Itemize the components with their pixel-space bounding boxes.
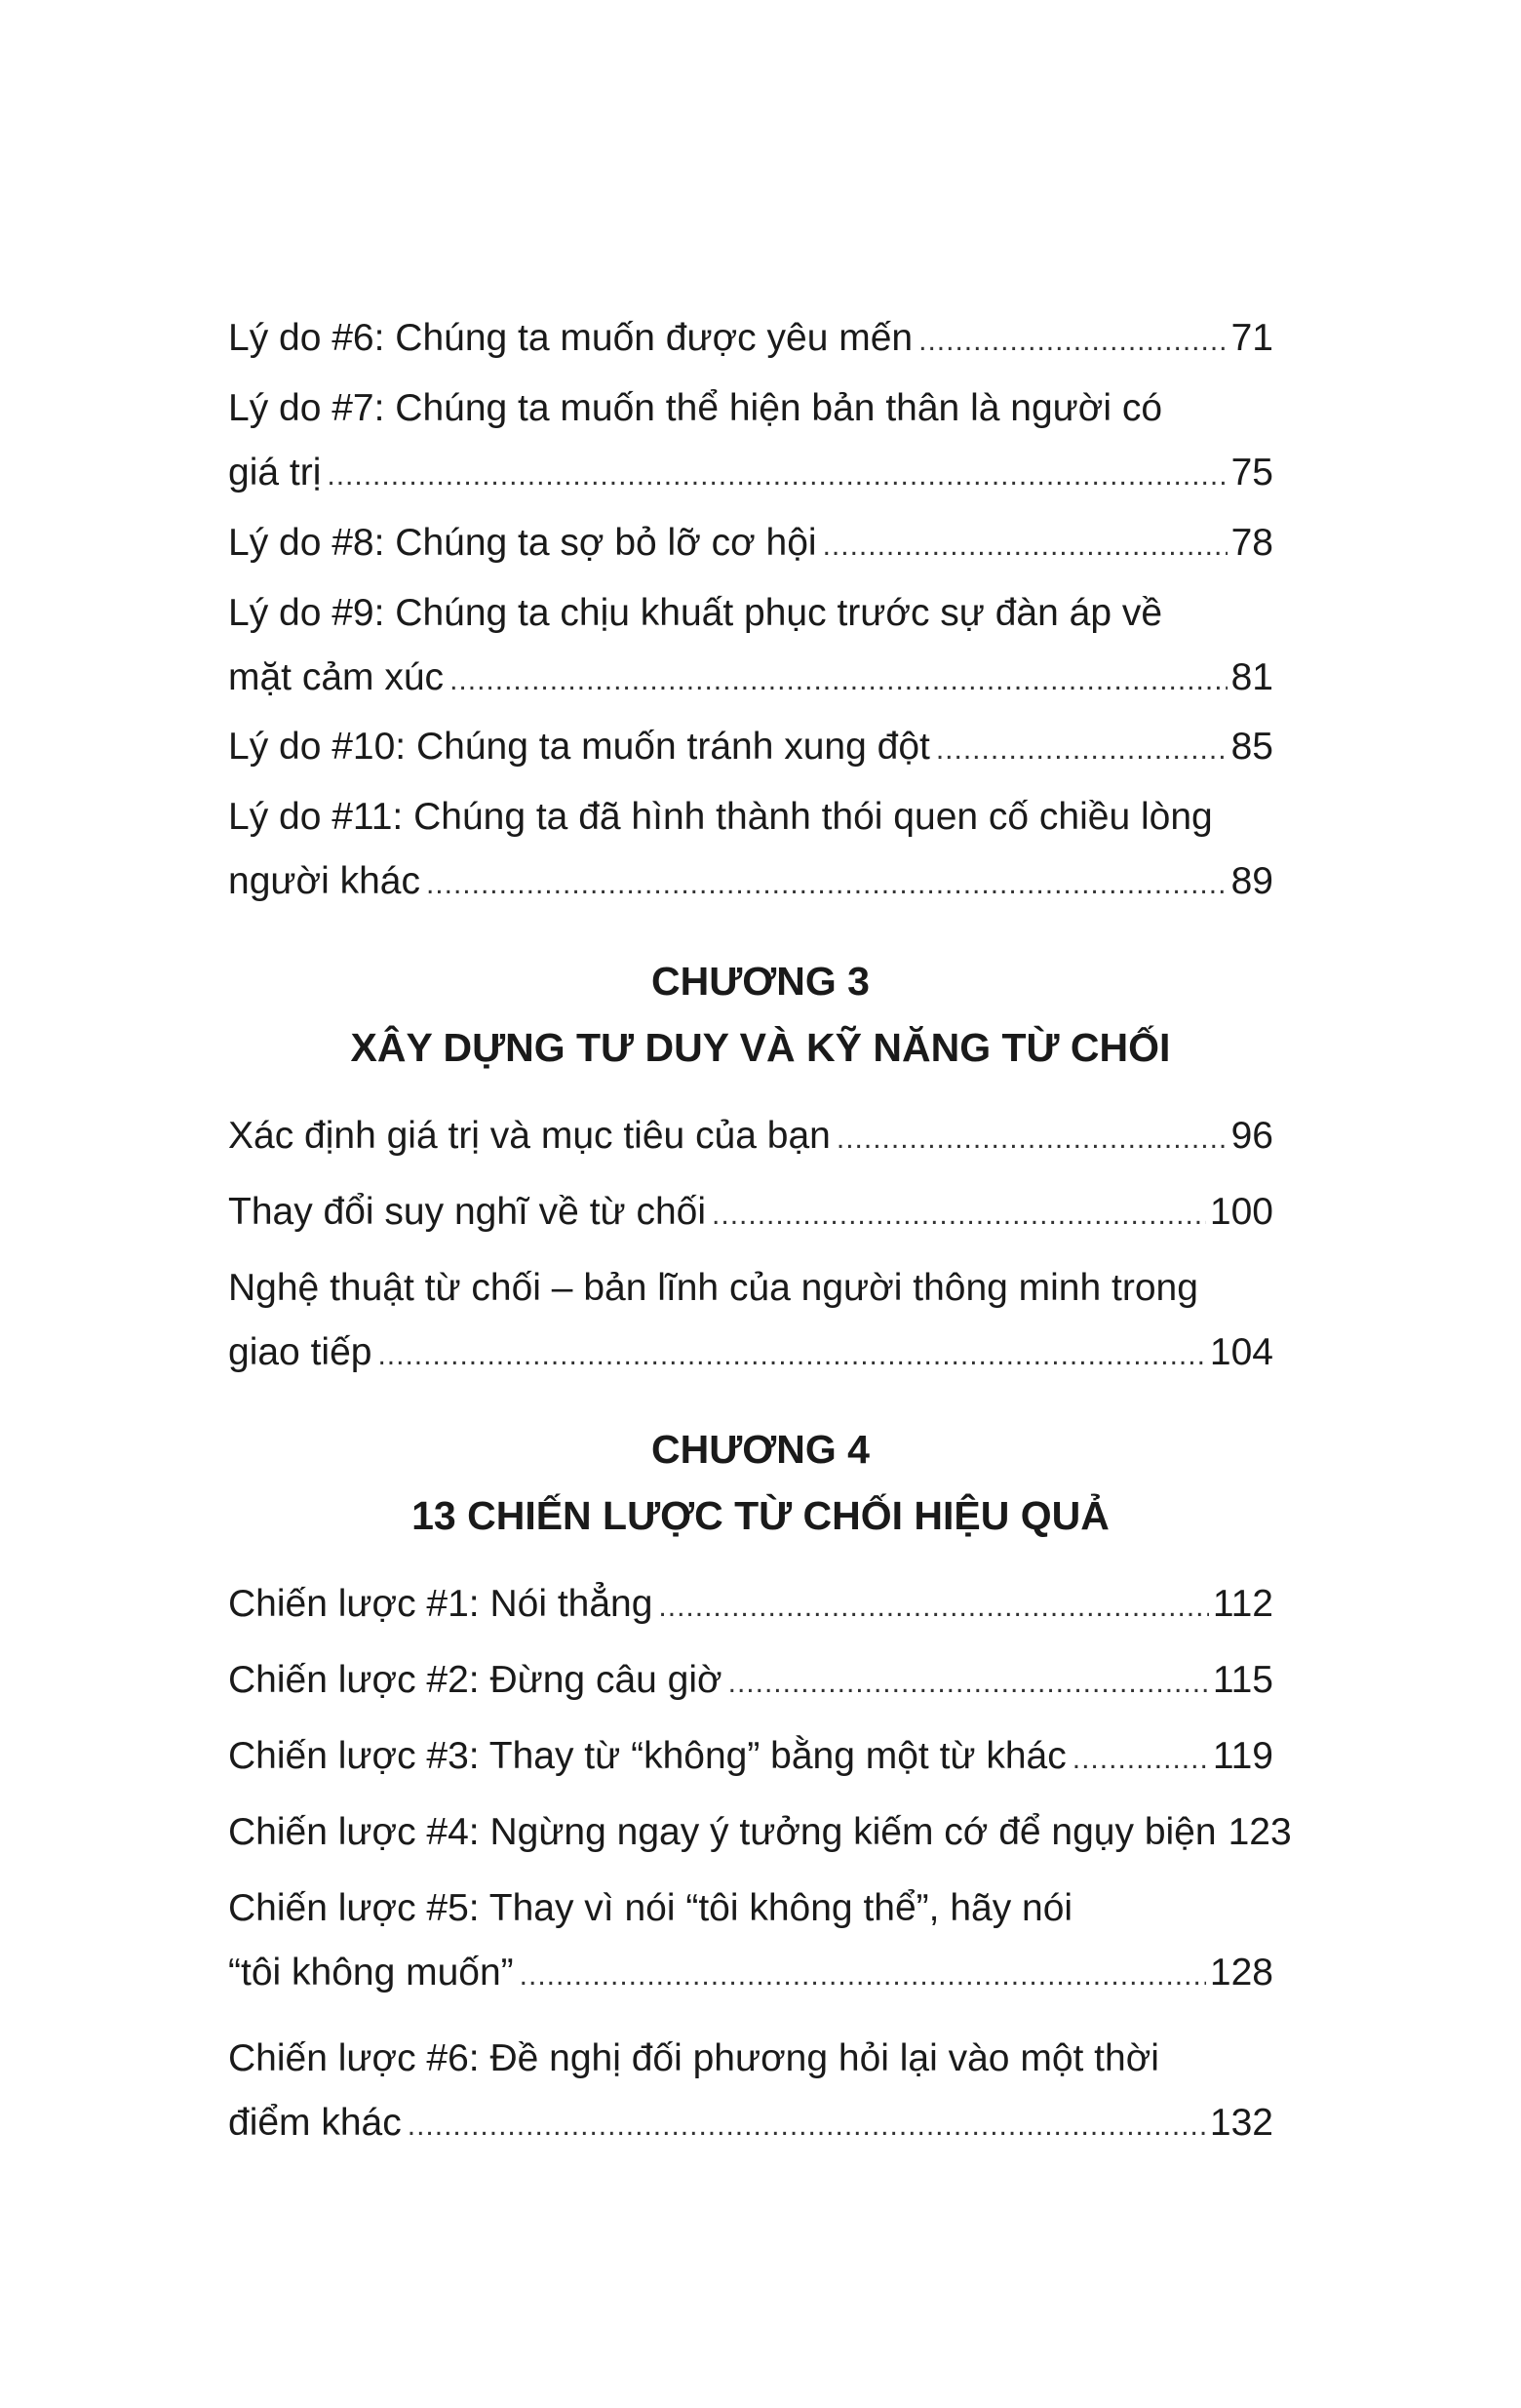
chapter-number: CHƯƠNG 4 [651, 1427, 870, 1472]
toc-entry-label: Chiến lược #4: Ngừng ngay ý tưởng kiếm cớ để ngụy biện [228, 1811, 1217, 1853]
toc-entry-label: Lý do #10: Chúng ta muốn tránh xung đột [228, 726, 930, 768]
toc-page-number: 115 [1212, 1659, 1273, 1701]
chapter-title: 13 CHIẾN LƯỢC TỪ CHỐI HIỆU QUẢ [411, 1493, 1110, 1538]
dot-leader [449, 649, 1228, 713]
toc-entry-label-continued: người khác [228, 860, 420, 902]
chapter-4-heading [0, 1416, 1521, 1549]
toc-page-number: 78 [1230, 522, 1273, 564]
toc-entry-reason-9[interactable] [228, 581, 1273, 710]
toc-entry-values-goals[interactable] [228, 1104, 1273, 1168]
toc-page-number: 75 [1230, 452, 1273, 493]
toc-entry-reason-7[interactable] [228, 376, 1273, 505]
toc-entry-label: Chiến lược #6: Đề nghị đối phương hỏi lại vào một thời [228, 2037, 1159, 2079]
toc-page-number: 112 [1212, 1583, 1273, 1625]
toc-entry-label: Chiến lược #1: Nói thẳng [228, 1583, 653, 1625]
dot-leader [728, 1651, 1209, 1716]
toc-entry-strategy-1[interactable] [228, 1572, 1273, 1637]
dot-leader [823, 514, 1228, 578]
toc-entry-reason-10[interactable] [228, 715, 1273, 779]
toc-entry-label: Lý do #8: Chúng ta sợ bỏ lỡ cơ hội [228, 522, 817, 564]
toc-page-number: 81 [1230, 656, 1273, 698]
toc-entry-label-continued: giá trị [228, 452, 322, 493]
chapter-3-heading [0, 948, 1521, 1081]
toc-entry-strategy-4[interactable] [228, 1800, 1292, 1865]
dot-leader [918, 309, 1228, 374]
chapter-number: CHƯƠNG 3 [651, 959, 870, 1004]
toc-entry-strategy-2[interactable] [228, 1648, 1273, 1713]
toc-page-number: 104 [1209, 1331, 1273, 1373]
toc-page-number: 85 [1230, 726, 1273, 768]
chapter-title: XÂY DỰNG TƯ DUY VÀ KỸ NĂNG TỪ CHỐI [350, 1025, 1171, 1070]
dot-leader [426, 852, 1228, 917]
toc-entry-label: Chiến lược #2: Đừng câu giờ [228, 1659, 722, 1701]
dot-leader [936, 718, 1228, 782]
dot-leader [377, 1323, 1205, 1388]
toc-entry-art-of-refusal[interactable] [228, 1256, 1273, 1385]
toc-page-number: 71 [1230, 317, 1273, 359]
dot-leader [327, 444, 1227, 508]
toc-entry-label: Chiến lược #3: Thay từ “không” bằng một từ khác [228, 1735, 1067, 1777]
dot-leader [1072, 1727, 1209, 1792]
toc-entry-label: Lý do #11: Chúng ta đã hình thành thói quen cố chiều lòng [228, 796, 1213, 838]
toc-entry-strategy-5[interactable] [228, 1876, 1273, 2005]
toc-page-number: 119 [1212, 1735, 1273, 1777]
dot-leader [837, 1107, 1228, 1171]
toc-page-number: 89 [1230, 860, 1273, 902]
toc-entry-label: Xác định giá trị và mục tiêu của bạn [228, 1115, 831, 1157]
toc-page-number: 132 [1209, 2102, 1273, 2144]
toc-entry-label: Nghệ thuật từ chối – bản lĩnh của người thông minh trong [228, 1267, 1198, 1309]
toc-entry-label-continued: “tôi không muốn” [228, 1952, 514, 1994]
dot-leader [408, 2094, 1206, 2158]
toc-entry-label-continued: điểm khác [228, 2102, 402, 2144]
toc-entry-label-continued: mặt cảm xúc [228, 656, 445, 698]
toc-entry-label: Lý do #7: Chúng ta muốn thể hiện bản thân là người có [228, 387, 1163, 429]
toc-entry-label: Thay đổi suy nghĩ về từ chối [228, 1191, 707, 1233]
toc-entry-label: Lý do #6: Chúng ta muốn được yêu mến [228, 317, 914, 359]
toc-entry-change-thinking[interactable] [228, 1180, 1273, 1244]
toc-entry-label: Chiến lược #5: Thay vì nói “tôi không thể”, hãy nói [228, 1887, 1073, 1929]
toc-entry-reason-8[interactable] [228, 511, 1273, 575]
dot-leader [520, 1944, 1206, 2008]
toc-page-number: 128 [1209, 1952, 1273, 1994]
toc-page-number: 100 [1209, 1191, 1273, 1233]
toc-page-number: 123 [1228, 1811, 1292, 1853]
dot-leader [712, 1183, 1206, 1247]
toc-entry-reason-6[interactable] [228, 306, 1273, 371]
toc-entry-label-continued: giao tiếp [228, 1331, 372, 1373]
dot-leader [658, 1575, 1208, 1639]
toc-page-number: 96 [1230, 1115, 1273, 1157]
toc-entry-reason-11[interactable] [228, 785, 1273, 914]
toc-entry-strategy-6[interactable] [228, 2027, 1273, 2155]
toc-entry-label: Lý do #9: Chúng ta chịu khuất phục trước sự đàn áp về [228, 592, 1163, 634]
toc-entry-strategy-3[interactable] [228, 1724, 1273, 1789]
